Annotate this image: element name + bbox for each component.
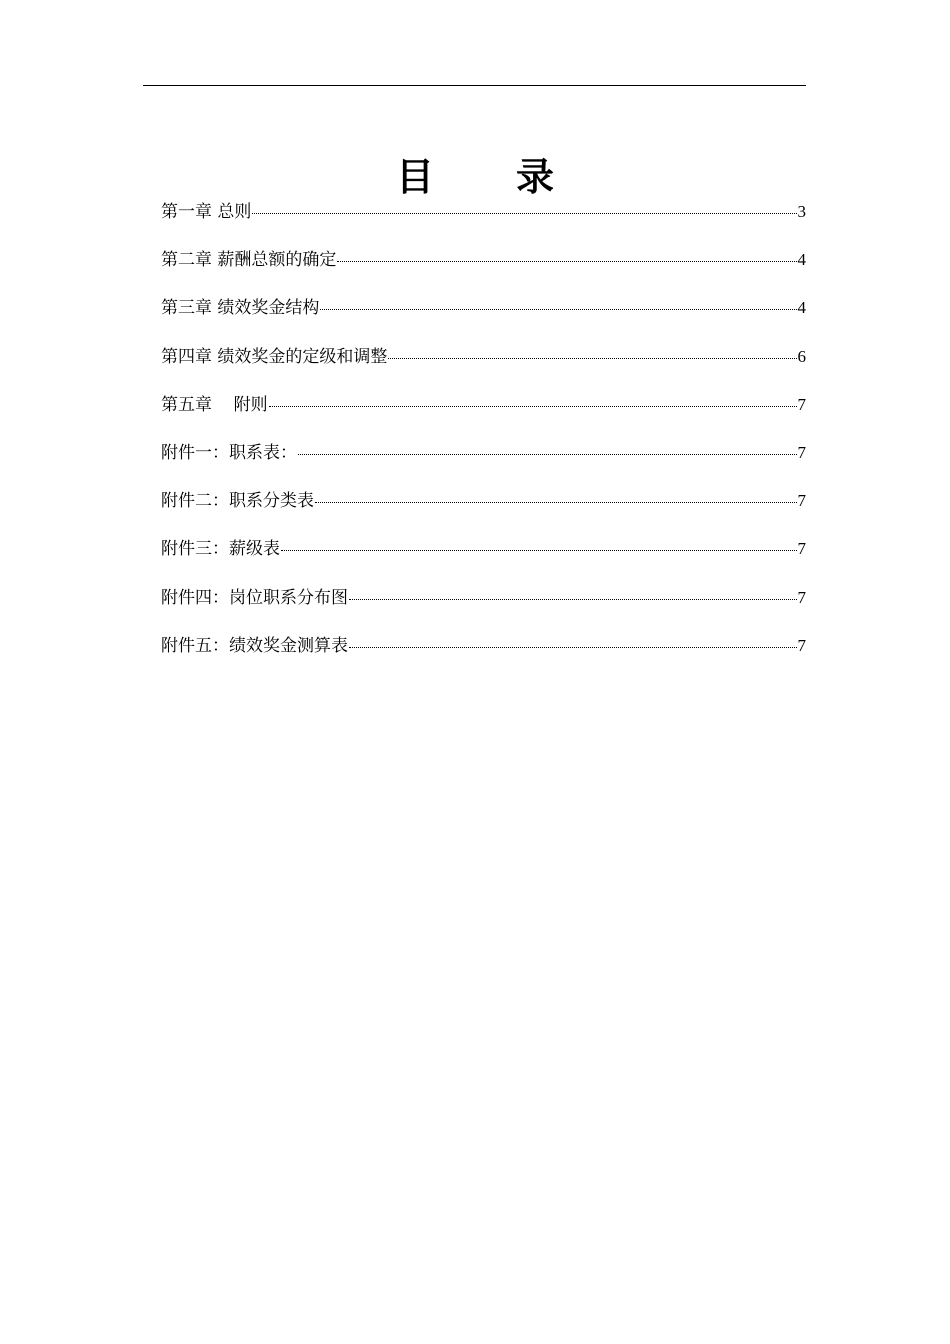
toc-entry-label: 第三章 绩效奖金结构 — [161, 298, 320, 319]
toc-leader — [298, 454, 797, 455]
toc-entry-label: 第五章 附则 — [161, 394, 268, 415]
toc-leader — [281, 550, 797, 551]
toc-leader — [388, 358, 796, 359]
toc-title-left: 目 — [395, 155, 434, 199]
toc-entry-label: 附件三：薪级表 — [161, 539, 280, 560]
toc-entry-page: 7 — [797, 587, 806, 607]
toc-entry[interactable] — [161, 631, 806, 679]
toc-entry-label: 第四章 绩效奖金的定级和调整 — [161, 346, 388, 367]
toc-entry[interactable] — [161, 342, 806, 390]
toc-list — [161, 197, 806, 679]
toc-entry[interactable] — [161, 486, 806, 534]
toc-entry-label: 第二章 薪酬总额的确定 — [161, 250, 337, 271]
toc-entry-page: 7 — [797, 394, 806, 414]
toc-leader — [337, 261, 796, 262]
toc-entry-label: 附件四：岗位职系分布图 — [161, 587, 348, 608]
toc-entry-page: 6 — [797, 346, 806, 366]
toc-entry-label: 附件一：职系表： — [161, 442, 297, 463]
toc-entry[interactable] — [161, 245, 806, 293]
header-rule — [143, 85, 806, 86]
toc-entry-page: 7 — [797, 442, 806, 462]
toc-entry-page: 3 — [797, 202, 806, 221]
toc-entry-label: 第一章 总则 — [161, 202, 252, 222]
toc-title-right: 录 — [516, 155, 555, 199]
toc-entry-page: 7 — [797, 635, 806, 655]
toc-entry-page: 7 — [797, 491, 806, 511]
toc-entry-page: 4 — [797, 298, 806, 318]
toc-entry[interactable] — [161, 534, 806, 582]
toc-leader — [269, 406, 797, 407]
toc-title — [0, 152, 950, 202]
toc-leader — [349, 599, 797, 600]
toc-entry-label: 附件二：职系分类表 — [161, 491, 314, 512]
toc-entry[interactable] — [161, 390, 806, 438]
toc-leader — [252, 213, 796, 214]
toc-leader — [315, 502, 797, 503]
toc-leader — [320, 309, 796, 310]
toc-entry[interactable] — [161, 583, 806, 631]
toc-leader — [349, 647, 797, 648]
toc-entry-page: 4 — [797, 250, 806, 270]
toc-entry-page: 7 — [797, 539, 806, 559]
toc-entry[interactable] — [161, 438, 806, 486]
toc-entry[interactable] — [161, 197, 806, 245]
toc-entry-label: 附件五：绩效奖金测算表 — [161, 635, 348, 656]
toc-entry[interactable] — [161, 293, 806, 341]
